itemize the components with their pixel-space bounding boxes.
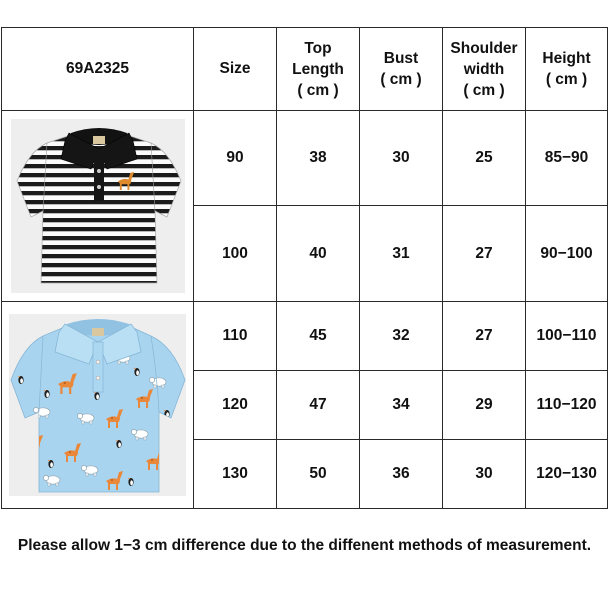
size-chart-table — [1, 27, 608, 509]
height-cell: 90−100 — [526, 206, 608, 302]
size-cell: 100 — [194, 206, 277, 302]
header-bust-unit: ( cm ) — [380, 71, 422, 88]
size-cell: 130 — [194, 440, 277, 509]
product-image-cell — [2, 302, 194, 509]
header-top-length-line: Top — [304, 39, 332, 57]
header-shoulder-width-line: width — [463, 60, 505, 78]
bust-cell: 32 — [360, 302, 443, 371]
table-row — [2, 302, 608, 371]
shoulder-width-cell: 29 — [443, 371, 526, 440]
height-cell: 100−110 — [526, 302, 608, 371]
top-length-cell: 50 — [277, 440, 360, 509]
header-height — [526, 28, 608, 111]
shoulder-width-cell: 27 — [443, 206, 526, 302]
header-shoulder-width-line: Shoulder — [450, 39, 518, 57]
header-row — [2, 28, 608, 111]
height-cell: 120−130 — [526, 440, 608, 509]
size-cell: 120 — [194, 371, 277, 440]
product-image-cell — [2, 111, 194, 302]
blue-animal-print-polo-shirt-icon — [9, 314, 186, 496]
height-cell: 110−120 — [526, 371, 608, 440]
striped-polo-shirt-icon — [11, 119, 185, 293]
shoulder-width-cell: 27 — [443, 302, 526, 371]
header-height-line: Height — [542, 50, 591, 67]
bust-cell: 36 — [360, 440, 443, 509]
header-bust-line: Bust — [383, 50, 419, 67]
bust-cell: 34 — [360, 371, 443, 440]
header-top-length-line: Length — [292, 60, 344, 78]
header-height-unit: ( cm ) — [545, 71, 588, 88]
top-length-cell: 45 — [277, 302, 360, 371]
measurement-note: Please allow 1−3 cm difference due to the diffenent methods of measurement. — [17, 537, 592, 554]
bust-cell: 31 — [360, 206, 443, 302]
top-length-cell: 47 — [277, 371, 360, 440]
size-cell: 110 — [194, 302, 277, 371]
table-row — [2, 111, 608, 206]
height-cell: 85−90 — [526, 111, 608, 206]
top-length-cell: 38 — [277, 111, 360, 206]
size-cell: 90 — [194, 111, 277, 206]
header-top-length — [277, 28, 360, 111]
header-bust — [360, 28, 443, 111]
header-shoulder-width-unit: ( cm ) — [463, 81, 505, 99]
product-code: 69A2325 — [2, 28, 194, 111]
shoulder-width-cell: 30 — [443, 440, 526, 509]
header-top-length-unit: ( cm ) — [297, 81, 339, 99]
header-size: Size — [194, 28, 277, 111]
shoulder-width-cell: 25 — [443, 111, 526, 206]
top-length-cell: 40 — [277, 206, 360, 302]
bust-cell: 30 — [360, 111, 443, 206]
header-shoulder-width — [443, 28, 526, 111]
